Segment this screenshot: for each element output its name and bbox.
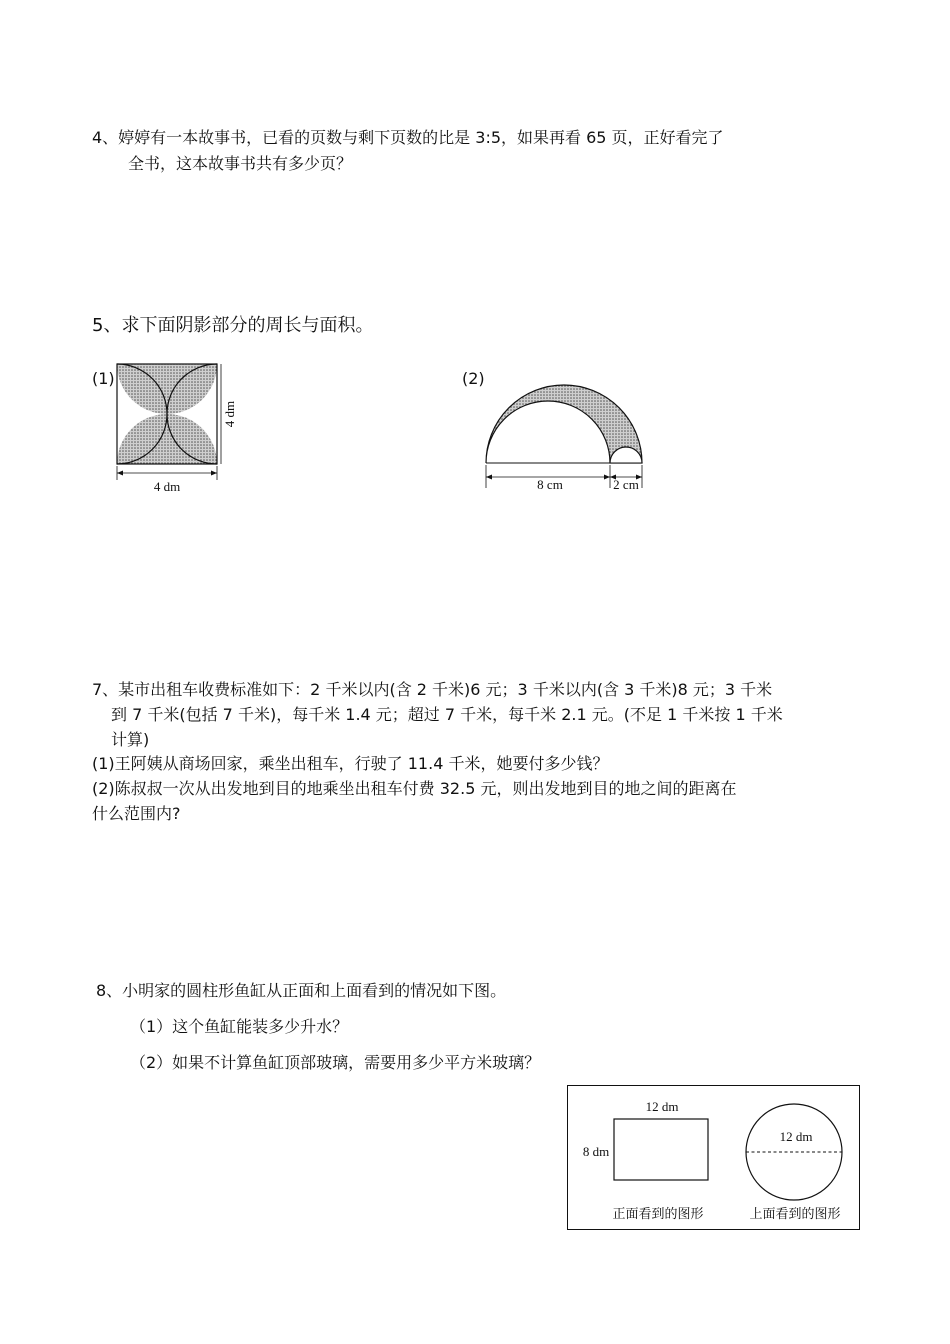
q8-top-circle	[746, 1104, 842, 1200]
fig1-bottom-label: 4 dm	[153, 479, 181, 494]
q8-front-width: 12 dm	[645, 1099, 679, 1114]
q8-sub1: （1）这个鱼缸能装多少升水？	[130, 1017, 349, 1036]
q4-line1: 4、婷婷有一本故事书，已看的页数与剩下页数的比是 3:5，如果再看 65 页，正好看完了	[92, 128, 724, 147]
q8-top-caption: 上面看到的图形	[749, 1207, 841, 1222]
q8-front-caption: 正面看到的图形	[612, 1207, 704, 1222]
q7-sub2-line1: (2)陈叔叔一次从出发地到目的地乘坐出租车付费 32.5 元，则出发地到目的地之间的距离在	[92, 779, 737, 798]
q5-fig1-label: (1)	[92, 369, 115, 388]
q5-title: 5、求下面阴影部分的周长与面积。	[92, 315, 374, 336]
q8-front-rect	[614, 1119, 708, 1180]
q8-top-diameter-label: 12 dm	[779, 1129, 813, 1144]
q8-sub2: （2）如果不计算鱼缸顶部玻璃，需要用多少平方米玻璃？	[130, 1053, 541, 1072]
q5-figure-2	[480, 385, 660, 525]
q7-sub1: (1)王阿姨从商场回家，乘坐出租车，行驶了 11.4 千米，她要付多少钱？	[92, 754, 609, 773]
q5-fig2-label: (2)	[462, 369, 485, 388]
q7-line2: 到 7 千米(包括 7 千米)，每千米 1.4 元；超过 7 千米，每千米 2.1 元。(不足 1 千米按 1 千米	[111, 705, 783, 724]
q7-line3: 计算)	[111, 730, 150, 749]
q8-figure	[567, 1085, 861, 1231]
q7-sub2-line2: 什么范围内?	[92, 804, 181, 823]
fig2-big-label: 8 cm	[537, 477, 563, 492]
q4-line2: 全书，这本故事书共有多少页？	[128, 154, 353, 173]
fig2-small-label: 2 cm	[613, 477, 639, 492]
q8-title: 8、小明家的圆柱形鱼缸从正面和上面看到的情况如下图。	[96, 981, 507, 1000]
q7-line1: 7、某市出租车收费标准如下：2 千米以内(含 2 千米)6 元；3 千米以内(含 3 千米)8 元；3 千米	[92, 680, 773, 699]
q8-front-height: 8 dm	[582, 1144, 610, 1159]
q5-figure-1	[110, 360, 250, 500]
fig1-side-label: 4 dm	[222, 400, 237, 428]
